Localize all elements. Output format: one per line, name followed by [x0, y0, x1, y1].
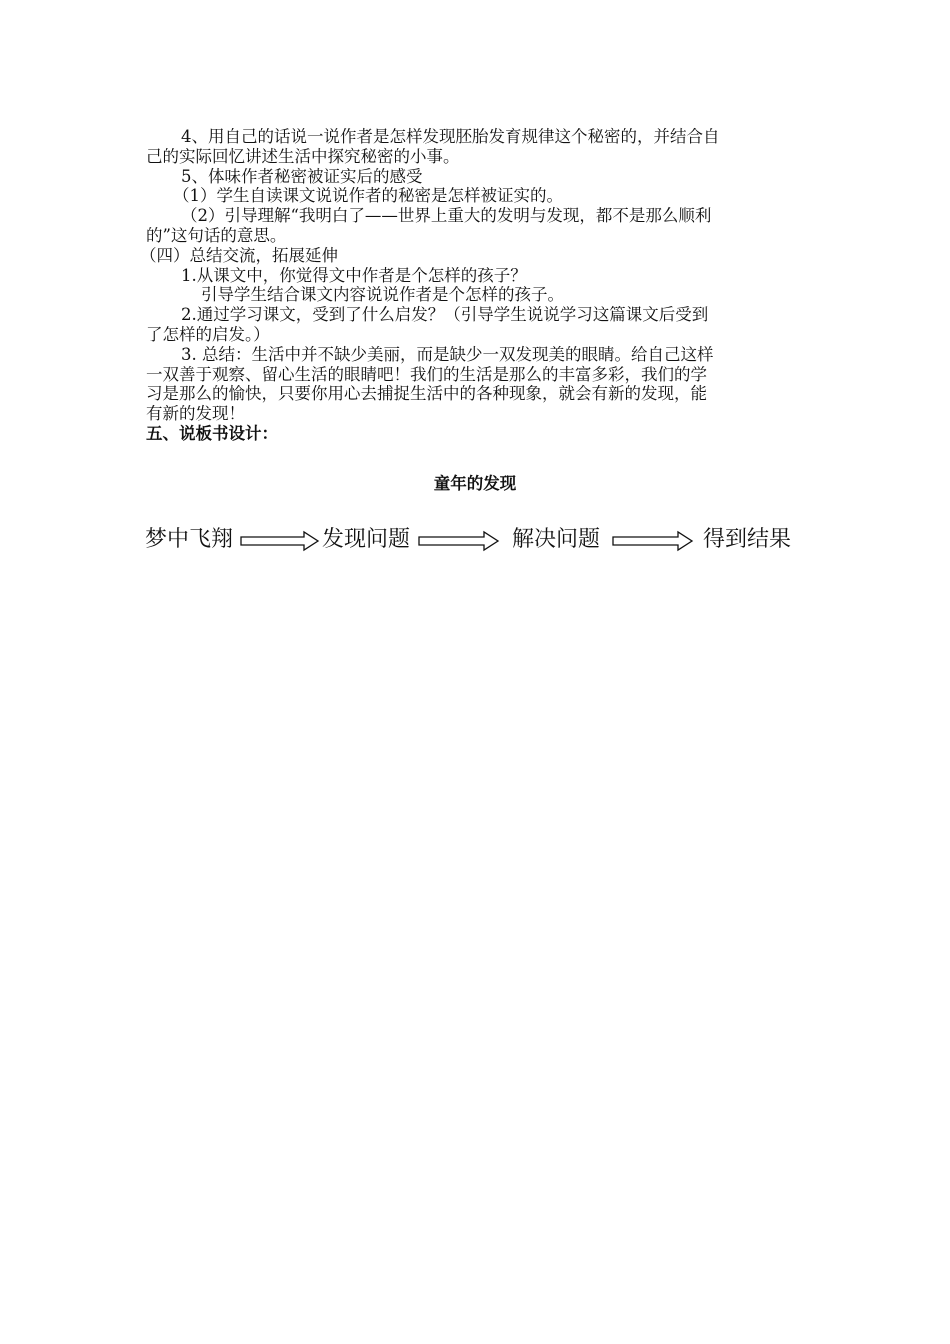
paragraph-line: 习是那么的愉快，只要你用心去捕捉生活中的各种现象，就会有新的发现，能 [146, 384, 707, 404]
paragraph-line: 一双善于观察、留心生活的眼睛吧！我们的生活是那么的丰富多彩，我们的学 [146, 364, 707, 384]
section-heading: （四）总结交流，拓展延伸 [140, 245, 338, 265]
board-title: 童年的发现 [433, 474, 517, 493]
double-arrow-icon [612, 530, 694, 552]
paragraph-line: 有新的发现！ [146, 404, 245, 424]
paragraph-line: 的”这句话的意思。 [146, 225, 287, 245]
body-text [140, 127, 808, 444]
paragraph-line: （2）引导理解“我明白了——世界上重大的发明与发现，都不是那么顺利 [181, 206, 712, 226]
paragraph-line: 5、体味作者秘密被证实后的感受 [181, 166, 423, 186]
paragraph-line: 4、用自己的话说一说作者是怎样发现胚胎发育规律这个秘密的，并结合自 [181, 127, 720, 146]
double-arrow-icon [240, 530, 320, 552]
double-arrow-icon [418, 530, 500, 552]
paragraph-line: 1.从课文中，你觉得文中作者是个怎样的孩子？ [181, 265, 527, 285]
flow-step-2: 发现问题 [322, 527, 411, 552]
section-heading-bold: 五、说板书设计： [146, 423, 278, 443]
flow-step-3: 解决问题 [512, 527, 601, 552]
paragraph-line: （1）学生自读课文说说作者的秘密是怎样被证实的。 [173, 186, 563, 206]
paragraph-line: 引导学生结合课文内容说说作者是个怎样的孩子。 [201, 285, 564, 305]
flow-step-4: 得到结果 [703, 527, 792, 552]
paragraph-line: 3. 总结：生活中并不缺少美丽，而是缺少一双发现美的眼睛。给自己这样 [181, 344, 714, 364]
flow-step-1: 梦中飞翔 [145, 527, 234, 552]
paragraph-line: 2.通过学习课文，受到了什么启发？（引导学生说说学习这篇课文后受到 [181, 305, 709, 325]
paragraph-line: 了怎样的启发。） [146, 324, 270, 344]
paragraph-line: 己的实际回忆讲述生活中探究秘密的小事。 [146, 146, 460, 166]
